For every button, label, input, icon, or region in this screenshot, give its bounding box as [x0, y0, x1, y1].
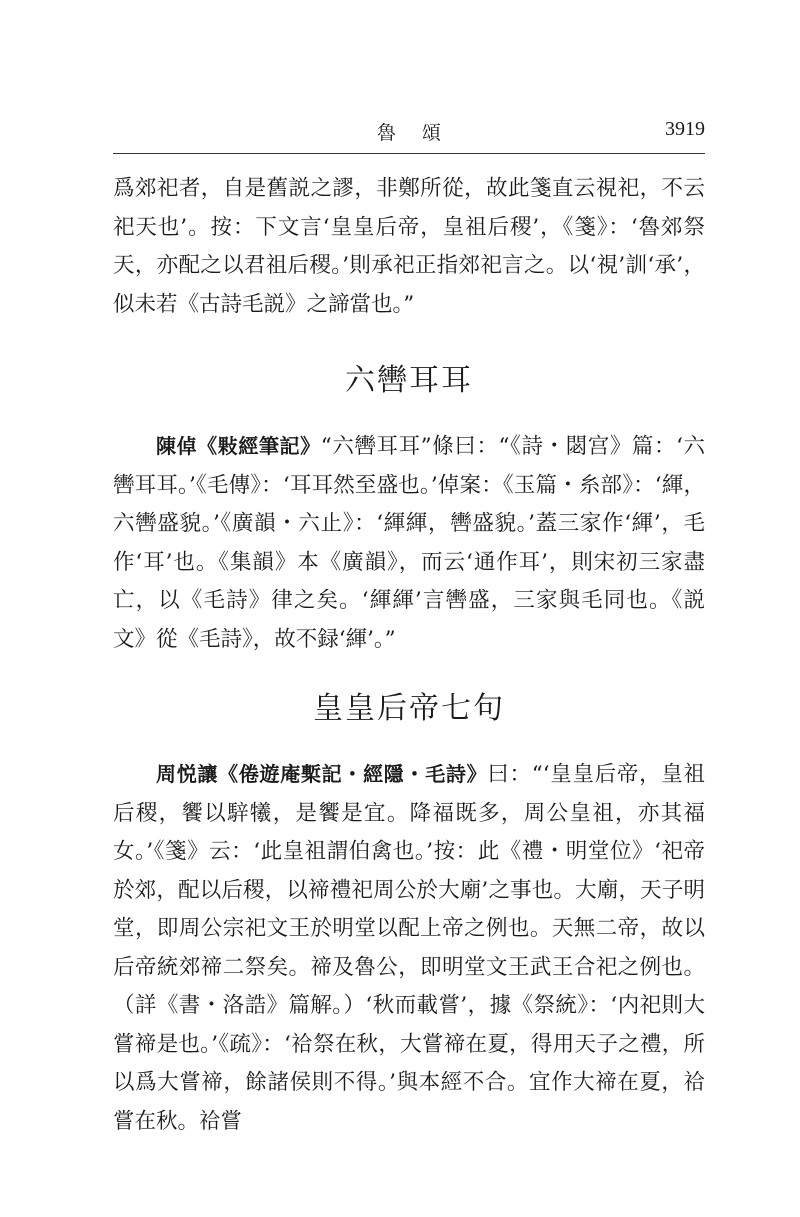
entry-author: 周悦讓《倦遊庵槧記・經隱・毛詩》 [156, 762, 488, 786]
page-number: 3919 [665, 118, 705, 140]
entry-paragraph [113, 427, 705, 659]
entry-text: “六轡耳耳”條曰：“《詩・閟宫》篇：‘六轡耳耳。’《毛傳》：‘耳耳然至盛也。’倬案：《玉篇・糸部》：‘緷，六轡盛貌。’《廣韻・六止》：‘緷緷，轡盛貌。’蓋三家作‘緷’，毛作‘耳’也。《集韻》本《廣韻》，而云‘通作耳’，則宋初三家盡亡，以《毛詩》律之矣。‘緷緷’言轡盛，三家與毛同也。《説文》從《毛詩》，故不録‘緷’。” [113, 434, 706, 652]
running-title: 魯頌 [376, 122, 467, 144]
page-header [113, 118, 705, 152]
section-heading: 皇皇后帝七句 [313, 691, 505, 726]
continued-paragraph [113, 170, 705, 324]
entry-paragraph [113, 755, 705, 1141]
entry-body [113, 755, 705, 1141]
header-rule [113, 153, 705, 154]
entry-author: 陳倬《敤經筆記》 [156, 434, 321, 458]
entry-body [113, 427, 705, 659]
paragraph-text: 爲郊祀者，自是舊説之謬，非鄭所從，故此箋直云視祀，不云祀天也’。按：下文言‘皇皇后帝，皇祖后稷’，《箋》：‘魯郊祭天，亦配之以君祖后稷。’則承祀正指郊祀言之。以‘視’訓‘承’，似未若《古詩毛説》之諦當也。” [113, 176, 705, 317]
entry-text: 曰：“‘皇皇后帝，皇祖后稷，饗以騂犧，是饗是宜。降福既多，周公皇祖，亦其福女。’《箋》云：‘此皇祖謂伯禽也。’按：此《禮・明堂位》‘祀帝於郊，配以后稷，以禘禮祀周公於大廟’之事也。大廟，天子明堂，即周公宗祀文王於明堂以配上帝之例也。天無二帝，故以后帝統郊禘二祭矣。禘及魯公，即明堂文王武王合祀之例也。（詳《書・洛誥》篇解。）‘秋而載嘗’，據《祭統》：‘内祀則大嘗禘是也。’《疏》：‘祫祭在秋，大嘗禘在夏，得用天子之禮，所以爲大嘗禘，餘諸侯則不得。’與本經不合。宜作大禘在夏，祫嘗在秋。祫嘗 [113, 762, 706, 1134]
section-heading: 六轡耳耳 [345, 363, 473, 398]
